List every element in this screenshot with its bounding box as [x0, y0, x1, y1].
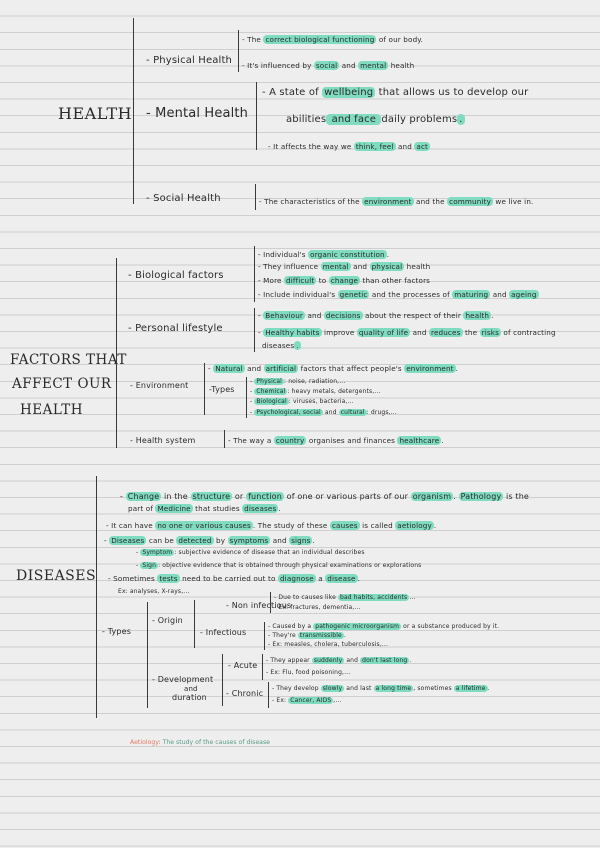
highlighted-term: disease [327, 574, 356, 583]
non-infectious-label: - Non infectious [226, 601, 292, 610]
highlighted-term: Pathology [460, 492, 502, 501]
highlighted-term: slowly [322, 685, 343, 692]
highlighted-term: suddenly [313, 657, 343, 664]
text-segment: Ex: analyses, X-rays,... [118, 588, 190, 595]
text-segment: - [208, 364, 214, 373]
text-segment: - [136, 562, 141, 569]
health-bracket [133, 18, 134, 204]
text-segment: is called [359, 521, 396, 530]
highlighted-term: Biological [256, 398, 287, 405]
text-segment: - The way a [228, 436, 274, 445]
highlighted-term: Behaviour [265, 311, 304, 320]
text-segment: organises and finances [306, 436, 398, 445]
diseases-line-4 [104, 536, 315, 546]
infectious-line-2 [268, 632, 346, 640]
text-segment: abilities [286, 114, 327, 125]
text-segment: - [250, 398, 255, 405]
highlighted-term: quality of life [358, 328, 409, 337]
highlighted-term: symptoms [229, 536, 269, 545]
text-segment: : objective evidence that is obtained through physical examinations or explorations [158, 562, 422, 569]
highlighted-term: Diseases [111, 536, 145, 545]
chronic-line-2 [272, 697, 342, 705]
text-segment: in the [161, 492, 191, 501]
highlighted-term: Healthy habits [265, 328, 320, 337]
origin-bracket [194, 600, 195, 648]
text-segment: - Individual's [258, 250, 309, 259]
text-segment: . [433, 521, 437, 530]
highlighted-term: don't last long [362, 657, 408, 664]
highlighted-term: a long time [375, 685, 412, 692]
infectious-line-1 [268, 623, 499, 631]
text-segment: and [270, 536, 290, 545]
text-segment: - [250, 388, 255, 395]
highlighted-term: organism [412, 492, 452, 501]
text-segment: : subjective evidence of disease that an individual describes [174, 549, 365, 556]
text-segment: of contracting [501, 328, 556, 337]
text-segment: . [357, 574, 361, 583]
physical-line-2 [242, 61, 414, 71]
text-segment: diseases [262, 341, 295, 350]
highlighted-term: physical [371, 262, 403, 271]
text-segment: and [410, 328, 429, 337]
highlighted-term: a lifetime [455, 685, 486, 692]
diseases-line-symptom [136, 549, 365, 557]
highlighted-term: change [330, 276, 359, 285]
health-system-label: - Health system [130, 436, 196, 445]
text-segment: and [490, 290, 510, 299]
text-segment: health [404, 262, 431, 271]
diseases-title: DISEASES [16, 568, 97, 584]
acute-bracket [262, 654, 263, 680]
mental-bracket [256, 82, 257, 150]
mental-line-2 [286, 113, 465, 126]
text-segment: that studies [192, 504, 243, 513]
text-segment: - [250, 378, 255, 385]
highlighted-term: risks [481, 328, 499, 337]
biological-line-2 [258, 262, 430, 272]
text-segment: - [258, 328, 264, 337]
text-segment: factors that affect people's [298, 364, 405, 373]
text-segment: is the [503, 492, 529, 501]
diseases-line-tests-example [118, 588, 189, 596]
health-title: HEALTH [58, 104, 133, 123]
text-segment: : viruses, bacteria,... [288, 398, 354, 405]
text-segment: and [244, 364, 264, 373]
text-segment: than other factors [360, 276, 431, 285]
factors-title-3: HEALTH [20, 402, 84, 418]
text-segment: - [104, 536, 110, 545]
highlighted-term: cultural [340, 409, 365, 416]
text-segment: and [350, 262, 370, 271]
chronic-label: - Chronic [226, 689, 264, 698]
development-label-and: and [184, 685, 198, 693]
disease-types-bracket [147, 602, 148, 708]
text-segment: improve [321, 328, 357, 337]
disease-types-label: - Types [102, 627, 132, 636]
text-segment: . [455, 364, 459, 373]
highlighted-term: pathogenic microorganism [315, 623, 400, 630]
environment-types-bracket [246, 377, 247, 418]
text-segment: or a substance produced by it. [401, 623, 500, 630]
highlighted-term: . [459, 114, 463, 125]
footnote-term: Aetiology [130, 739, 159, 746]
highlighted-term: artificial [265, 364, 297, 373]
text-segment: we live in. [493, 197, 534, 206]
text-segment: . [453, 492, 459, 501]
text-segment: - It's influenced by [242, 61, 314, 70]
highlighted-term: Change [127, 492, 160, 501]
highlighted-term: tests [159, 574, 178, 583]
highlighted-term: Cancer, AIDS [290, 697, 332, 704]
text-segment: . [491, 311, 494, 320]
highlighted-term: detected [178, 536, 212, 545]
text-segment: - Ex: measles, cholera, tuberculosis,... [268, 641, 389, 648]
text-segment: or [232, 492, 247, 501]
text-segment: . [386, 250, 390, 259]
text-segment: - They're [268, 632, 298, 639]
text-segment: - It affects the way we [268, 142, 354, 151]
highlighted-term: country [275, 436, 305, 445]
text-segment: and the [413, 197, 448, 206]
highlighted-term: reduces [431, 328, 461, 337]
text-segment: - [250, 409, 255, 416]
text-segment: and [322, 409, 339, 416]
infectious-bracket [264, 622, 265, 650]
highlighted-term: Symptom [142, 549, 173, 556]
text-segment: - They influence [258, 262, 321, 271]
highlighted-term: signs [291, 536, 311, 545]
highlighted-term: wellbeing [324, 87, 374, 98]
highlighted-term: decisions [325, 311, 361, 320]
text-segment: : drugs,... [366, 409, 397, 416]
mental-line-3 [268, 142, 430, 152]
acute-line-2 [266, 669, 350, 677]
text-segment: . The study of these [252, 521, 330, 530]
text-segment: - The [242, 35, 264, 44]
environment-type-biological [250, 398, 354, 406]
development-label: - Development [152, 675, 214, 684]
text-segment: that allows us to develop our [375, 87, 529, 98]
highlighted-term: organic constitution [310, 250, 385, 259]
personal-bracket [254, 308, 255, 352]
highlighted-term: diagnose [279, 574, 314, 583]
mental-health-label: - Mental Health [146, 106, 249, 121]
physical-line-1 [242, 35, 423, 45]
physical-health-label: - Physical Health [146, 55, 233, 66]
environment-type-psychological [250, 409, 397, 417]
highlighted-term: Physical [256, 378, 282, 385]
diseases-bracket [96, 476, 97, 718]
highlighted-term: Chemical [256, 388, 286, 395]
highlighted-term: . [296, 341, 299, 350]
text-segment: ... [409, 594, 416, 601]
factors-title-1: FACTORS THAT [10, 352, 127, 368]
personal-line-3 [262, 341, 301, 351]
highlighted-term: and face [328, 114, 380, 125]
text-segment: . [343, 632, 346, 639]
acute-line-1 [266, 657, 411, 665]
mental-line-1 [262, 86, 528, 99]
highlighted-term: structure [192, 492, 231, 501]
highlighted-term: social [315, 61, 338, 70]
text-segment: need to be carried out to [179, 574, 278, 583]
environment-line-1 [208, 364, 458, 374]
text-segment: - More [258, 276, 285, 285]
text-segment: and the processes of [369, 290, 453, 299]
origin-label: - Origin [152, 616, 183, 625]
highlighted-term: correct biological functioning [265, 35, 375, 44]
infectious-line-3 [268, 641, 388, 649]
text-segment: by [213, 536, 228, 545]
development-bracket [222, 654, 223, 706]
text-segment: , sometimes [413, 685, 454, 692]
text-segment: - [136, 549, 141, 556]
acute-label: - Acute [228, 661, 258, 670]
text-segment: - They develop [272, 685, 321, 692]
text-segment: - [120, 492, 126, 501]
text-segment: and [344, 657, 361, 664]
highlighted-term: Sign [142, 562, 157, 569]
diseases-line-1 [120, 492, 529, 502]
text-segment: . [487, 685, 490, 692]
factors-title-2: AFFECT OUR [12, 376, 112, 392]
environment-type-chemical [250, 388, 381, 396]
chronic-line-1 [272, 685, 490, 693]
text-segment: and [305, 311, 324, 320]
text-segment: ,... [333, 697, 342, 704]
environment-types-label: -Types [209, 385, 235, 394]
highlighted-term: think, feel [355, 142, 394, 151]
non-infectious-line-1 [274, 594, 416, 602]
biological-line-3 [258, 276, 430, 286]
highlighted-term: healthcare [399, 436, 440, 445]
text-segment: and [339, 61, 359, 70]
highlighted-term: mental [322, 262, 349, 271]
highlighted-term: act [416, 142, 429, 151]
social-line-1 [259, 197, 533, 207]
highlighted-term: Medicine [157, 504, 191, 513]
highlighted-term: bad habits, accidents [340, 594, 408, 601]
text-segment: to [316, 276, 329, 285]
text-segment: - The characteristics of the [259, 197, 363, 206]
highlighted-term: causes [331, 521, 358, 530]
highlighted-term: genetic [339, 290, 368, 299]
text-segment: can be [146, 536, 177, 545]
diseases-line-sign [136, 562, 421, 570]
text-segment: . [441, 436, 444, 445]
text-segment: part of [128, 504, 156, 513]
text-segment: health [388, 61, 415, 70]
diseases-line-tests [108, 574, 360, 584]
text-segment: and last [344, 685, 374, 692]
diseases-line-3 [106, 521, 436, 531]
infectious-label: - Infectious [200, 628, 247, 637]
text-segment: - Sometimes [108, 574, 158, 583]
text-segment: a [315, 574, 326, 583]
footnote-text: : The study of the causes of disease [158, 739, 270, 746]
biological-bracket [254, 246, 255, 302]
health-system-bracket [224, 430, 225, 448]
social-bracket [255, 184, 256, 210]
text-segment: . [409, 657, 412, 664]
highlighted-term: maturing [454, 290, 489, 299]
highlighted-term: health [465, 311, 490, 320]
biological-line-1 [258, 250, 389, 260]
non-infectious-line-2 [274, 604, 361, 612]
diseases-line-2 [128, 504, 281, 514]
text-segment: - It can have [106, 521, 156, 530]
environment-label: - Environment [130, 381, 189, 390]
highlighted-term: function [248, 492, 282, 501]
text-segment: - A state of [262, 87, 323, 98]
personal-line-1 [258, 311, 494, 321]
highlighted-term: ageing [511, 290, 537, 299]
development-label-duration: duration [172, 693, 207, 702]
personal-line-2 [258, 328, 556, 338]
text-segment: daily problems [381, 114, 458, 125]
highlighted-term: community [449, 197, 491, 206]
text-segment: - Caused by a [268, 623, 314, 630]
physical-bracket [238, 30, 239, 72]
text-segment: . [278, 504, 281, 513]
text-segment: - Ex: Flu, food poisoning,... [266, 669, 351, 676]
text-segment: - Include individual's [258, 290, 338, 299]
health-system-line-1 [228, 436, 444, 446]
text-segment: : heavy metals, detergents,... [287, 388, 381, 395]
highlighted-term: environment [406, 364, 454, 373]
text-segment: . [312, 536, 315, 545]
highlighted-term: diseases [244, 504, 277, 513]
environment-bracket [204, 363, 205, 415]
non-infectious-bracket [270, 592, 271, 613]
environment-type-physical [250, 378, 345, 386]
text-segment: of our body. [376, 35, 424, 44]
highlighted-term: environment [364, 197, 412, 206]
text-segment: about the respect of their [362, 311, 464, 320]
biological-line-4 [258, 290, 539, 300]
highlighted-term: transmissible [299, 632, 342, 639]
highlighted-term: aetiology [397, 521, 432, 530]
text-segment: - Due to causes like [274, 594, 338, 601]
text-segment: the [462, 328, 480, 337]
factors-bracket [116, 258, 117, 448]
text-segment: of one or various parts of our [283, 492, 411, 501]
highlighted-term: mental [360, 61, 387, 70]
text-segment: - Ex: [272, 697, 289, 704]
chronic-bracket [268, 682, 269, 708]
biological-factors-label: - Biological factors [128, 270, 224, 281]
text-segment: - Ex: fractures, dementia,... [274, 604, 361, 611]
text-segment: : noise, radiation,... [283, 378, 346, 385]
personal-lifestyle-label: - Personal lifestyle [128, 323, 223, 334]
social-health-label: - Social Health [146, 193, 221, 204]
highlighted-term: difficult [286, 276, 315, 285]
highlighted-term: Natural [215, 364, 243, 373]
text-segment: - They appear [266, 657, 312, 664]
highlighted-term: no one or various causes [157, 521, 251, 530]
text-segment: - [258, 311, 264, 320]
text-segment: and [395, 142, 415, 151]
highlighted-term: Psychological, social [256, 409, 321, 416]
footnote [130, 739, 270, 746]
